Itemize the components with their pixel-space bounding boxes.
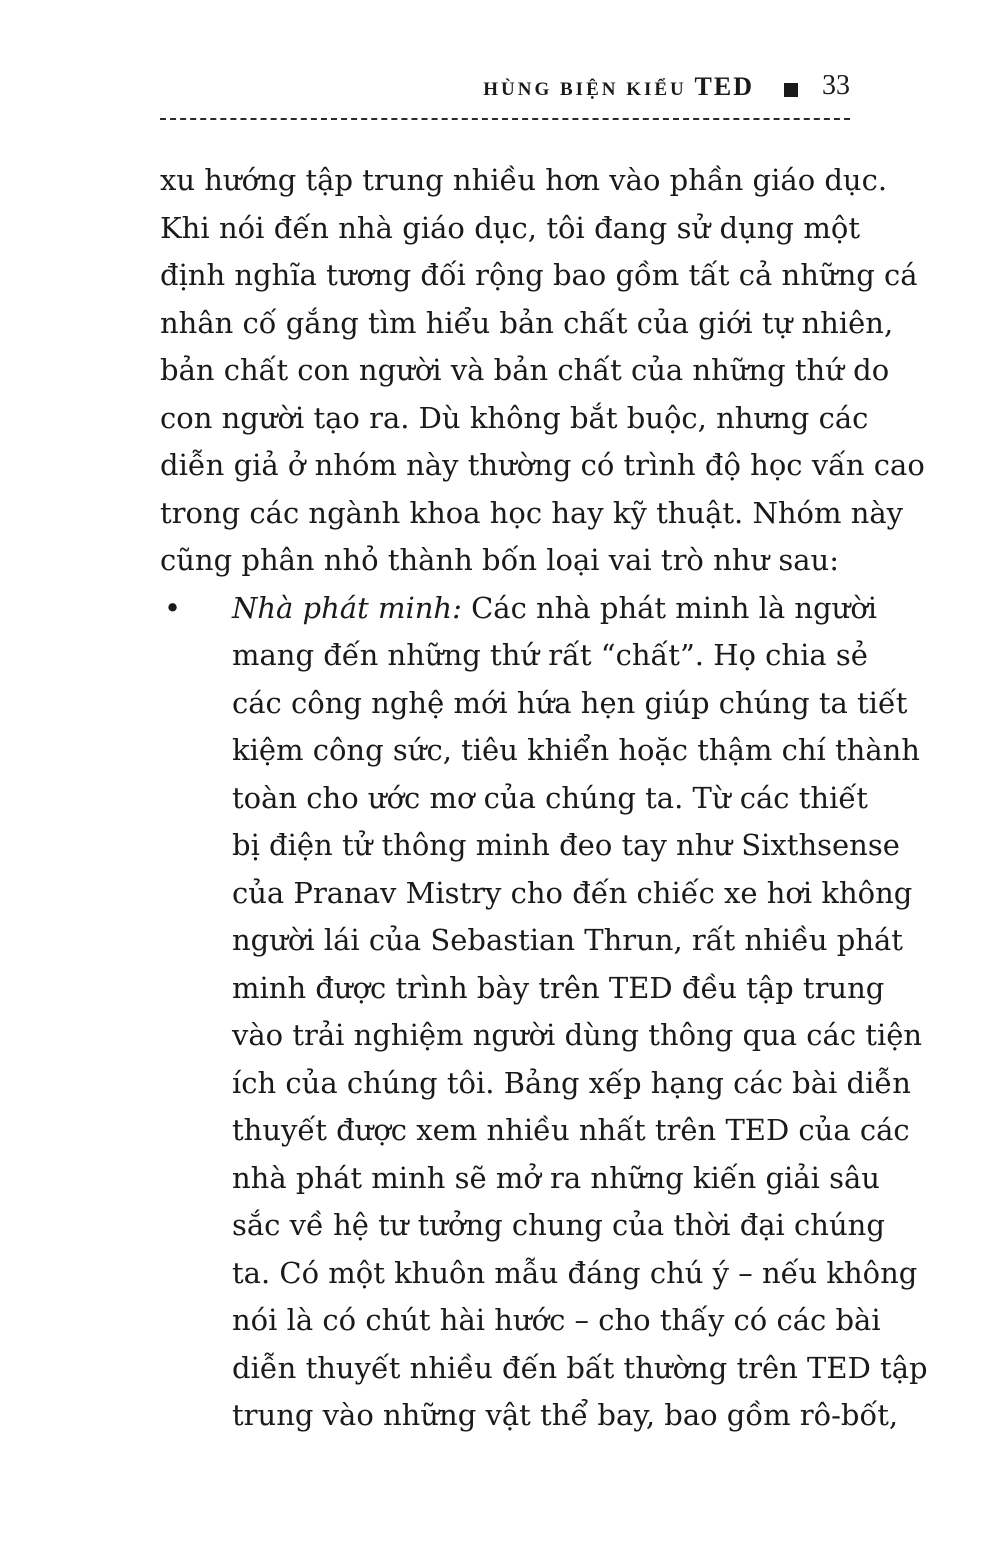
bullet-line: sắc về hệ tư tưởng chung của thời đại chúng xyxy=(232,1208,885,1242)
paragraph-line: trong các ngành khoa học hay kỹ thuật. Nhóm này xyxy=(160,495,904,530)
bullet-dot-icon: • xyxy=(164,590,182,625)
paragraph-line: định nghĩa tương đối rộng bao gồm tất cả những cá xyxy=(160,258,918,292)
bullet-text xyxy=(232,585,928,1440)
page-number: 33 xyxy=(822,70,850,101)
bullet-item-inventor xyxy=(160,585,928,1440)
bullet-first-line-rest: Các nhà phát minh là người xyxy=(471,590,878,625)
running-title-small: HÙNG BIỆN KIỂU xyxy=(483,79,687,100)
bullet-line: ích của chúng tôi. Bảng xếp hạng các bài diễn xyxy=(232,1065,911,1100)
bullet-line: thuyết được xem nhiều nhất trên TED của các xyxy=(232,1113,910,1147)
bullet-line: nhà phát minh sẽ mở ra những kiến giải sâu xyxy=(232,1160,880,1195)
bullet-line: diễn thuyết nhiều đến bất thường trên TED tập xyxy=(232,1350,928,1385)
paragraph-line: diễn giả ở nhóm này thường có trình độ học vấn cao xyxy=(160,448,925,482)
body-text xyxy=(160,157,928,1440)
bullet-line: bị điện tử thông minh đeo tay như Sixthsense xyxy=(232,828,900,862)
paragraph-line: bản chất con người và bản chất của những thứ do xyxy=(160,353,890,387)
square-bullet-icon xyxy=(784,83,798,97)
bullet-line: các công nghệ mới hứa hẹn giúp chúng ta tiết xyxy=(232,685,908,720)
bullet-term: Nhà phát minh: xyxy=(232,590,462,625)
paragraph-line: xu hướng tập trung nhiều hơn vào phần giáo dục. xyxy=(160,163,888,197)
bullet-line: toàn cho ước mơ của chúng ta. Từ các thiết xyxy=(232,780,868,815)
bullet-line: mang đến những thứ rất “chất”. Họ chia sẻ xyxy=(232,638,868,672)
bullet-line: của Pranav Mistry cho đến chiếc xe hơi không xyxy=(232,875,913,910)
running-title-big: TED xyxy=(694,72,754,101)
paragraph-line: cũng phân nhỏ thành bốn loại vai trò như sau: xyxy=(160,543,839,577)
bullet-line: nói là có chút hài hước – cho thấy có các bài xyxy=(232,1303,881,1337)
paragraph-line: nhân cố gắng tìm hiểu bản chất của giới tự nhiên, xyxy=(160,305,894,340)
bullet-first-line xyxy=(232,585,878,633)
bullet-line: người lái của Sebastian Thrun, rất nhiều phát xyxy=(232,923,903,957)
running-title xyxy=(483,72,754,102)
paragraph-line: Khi nói đến nhà giáo dục, tôi đang sử dụng một xyxy=(160,210,860,245)
bullet-line: trung vào những vật thể bay, bao gồm rô-bốt, xyxy=(232,1398,899,1432)
bullet-line: kiệm công sức, tiêu khiển hoặc thậm chí thành xyxy=(232,733,920,767)
intro-paragraph xyxy=(160,157,925,585)
page-header xyxy=(160,70,850,106)
header-divider xyxy=(160,118,850,120)
bullet-line: ta. Có một khuôn mẫu đáng chú ý – nếu không xyxy=(232,1255,918,1290)
bullet-line: minh được trình bày trên TED đều tập trung xyxy=(232,970,885,1005)
paragraph-line: con người tạo ra. Dù không bắt buộc, nhưng các xyxy=(160,400,869,435)
bullet-line: vào trải nghiệm người dùng thông qua các tiện xyxy=(232,1018,923,1052)
